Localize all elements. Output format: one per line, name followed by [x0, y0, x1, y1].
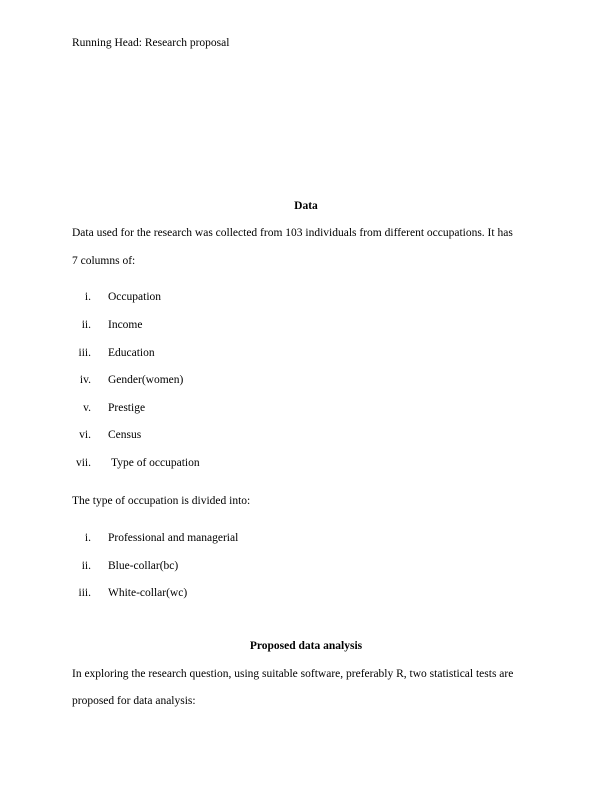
list-item-number: vii.: [75, 457, 91, 469]
data-paragraph-line-1: Data used for the research was collected from 103 individuals from different occupations. It has: [72, 227, 513, 239]
list-item: [60, 347, 155, 363]
list-item: [60, 560, 179, 576]
list-item: [60, 587, 188, 603]
list-item: [60, 429, 142, 445]
data-heading: Data: [294, 200, 318, 212]
list-item-label: Occupation: [108, 291, 162, 303]
list-item-number: ii.: [81, 319, 91, 331]
analysis-heading: Proposed data analysis: [249, 640, 363, 652]
list-item-label: White-collar(wc): [108, 587, 188, 599]
list-item-number: v.: [83, 402, 91, 414]
list-item-label: Gender(women): [108, 374, 184, 386]
list-item-label: Prestige: [108, 402, 146, 414]
list-item-label: Education: [108, 347, 155, 359]
list-item: [60, 532, 239, 548]
list-item-number: vi.: [79, 429, 91, 441]
list-item-label: Blue-collar(bc): [108, 560, 179, 572]
list-item-label: Professional and managerial: [108, 532, 239, 544]
list-item: [60, 374, 184, 390]
analysis-paragraph-line-2: proposed for data analysis:: [72, 695, 196, 707]
list-item-number: ii.: [81, 560, 91, 572]
list-item-label: Census: [108, 429, 142, 441]
list-item-number: iii.: [78, 347, 91, 359]
list-item: [60, 291, 162, 307]
list-item: [60, 319, 143, 335]
running-head: Running Head: Research proposal: [72, 37, 230, 49]
list-item-label: Income: [108, 319, 143, 331]
list-item-number: iv.: [79, 374, 91, 386]
list-item-label: Type of occupation: [111, 457, 200, 469]
list-item-number: i.: [84, 532, 91, 544]
list-item-number: i.: [84, 291, 91, 303]
list-item: [60, 457, 200, 473]
list-item-number: iii.: [78, 587, 91, 599]
list-item: [60, 402, 146, 418]
analysis-paragraph-line-1: In exploring the research question, using suitable software, preferably R, two statistical tests are: [72, 668, 514, 680]
data-paragraph-line-2: 7 columns of:: [72, 255, 136, 267]
types-intro: The type of occupation is divided into:: [72, 495, 251, 507]
